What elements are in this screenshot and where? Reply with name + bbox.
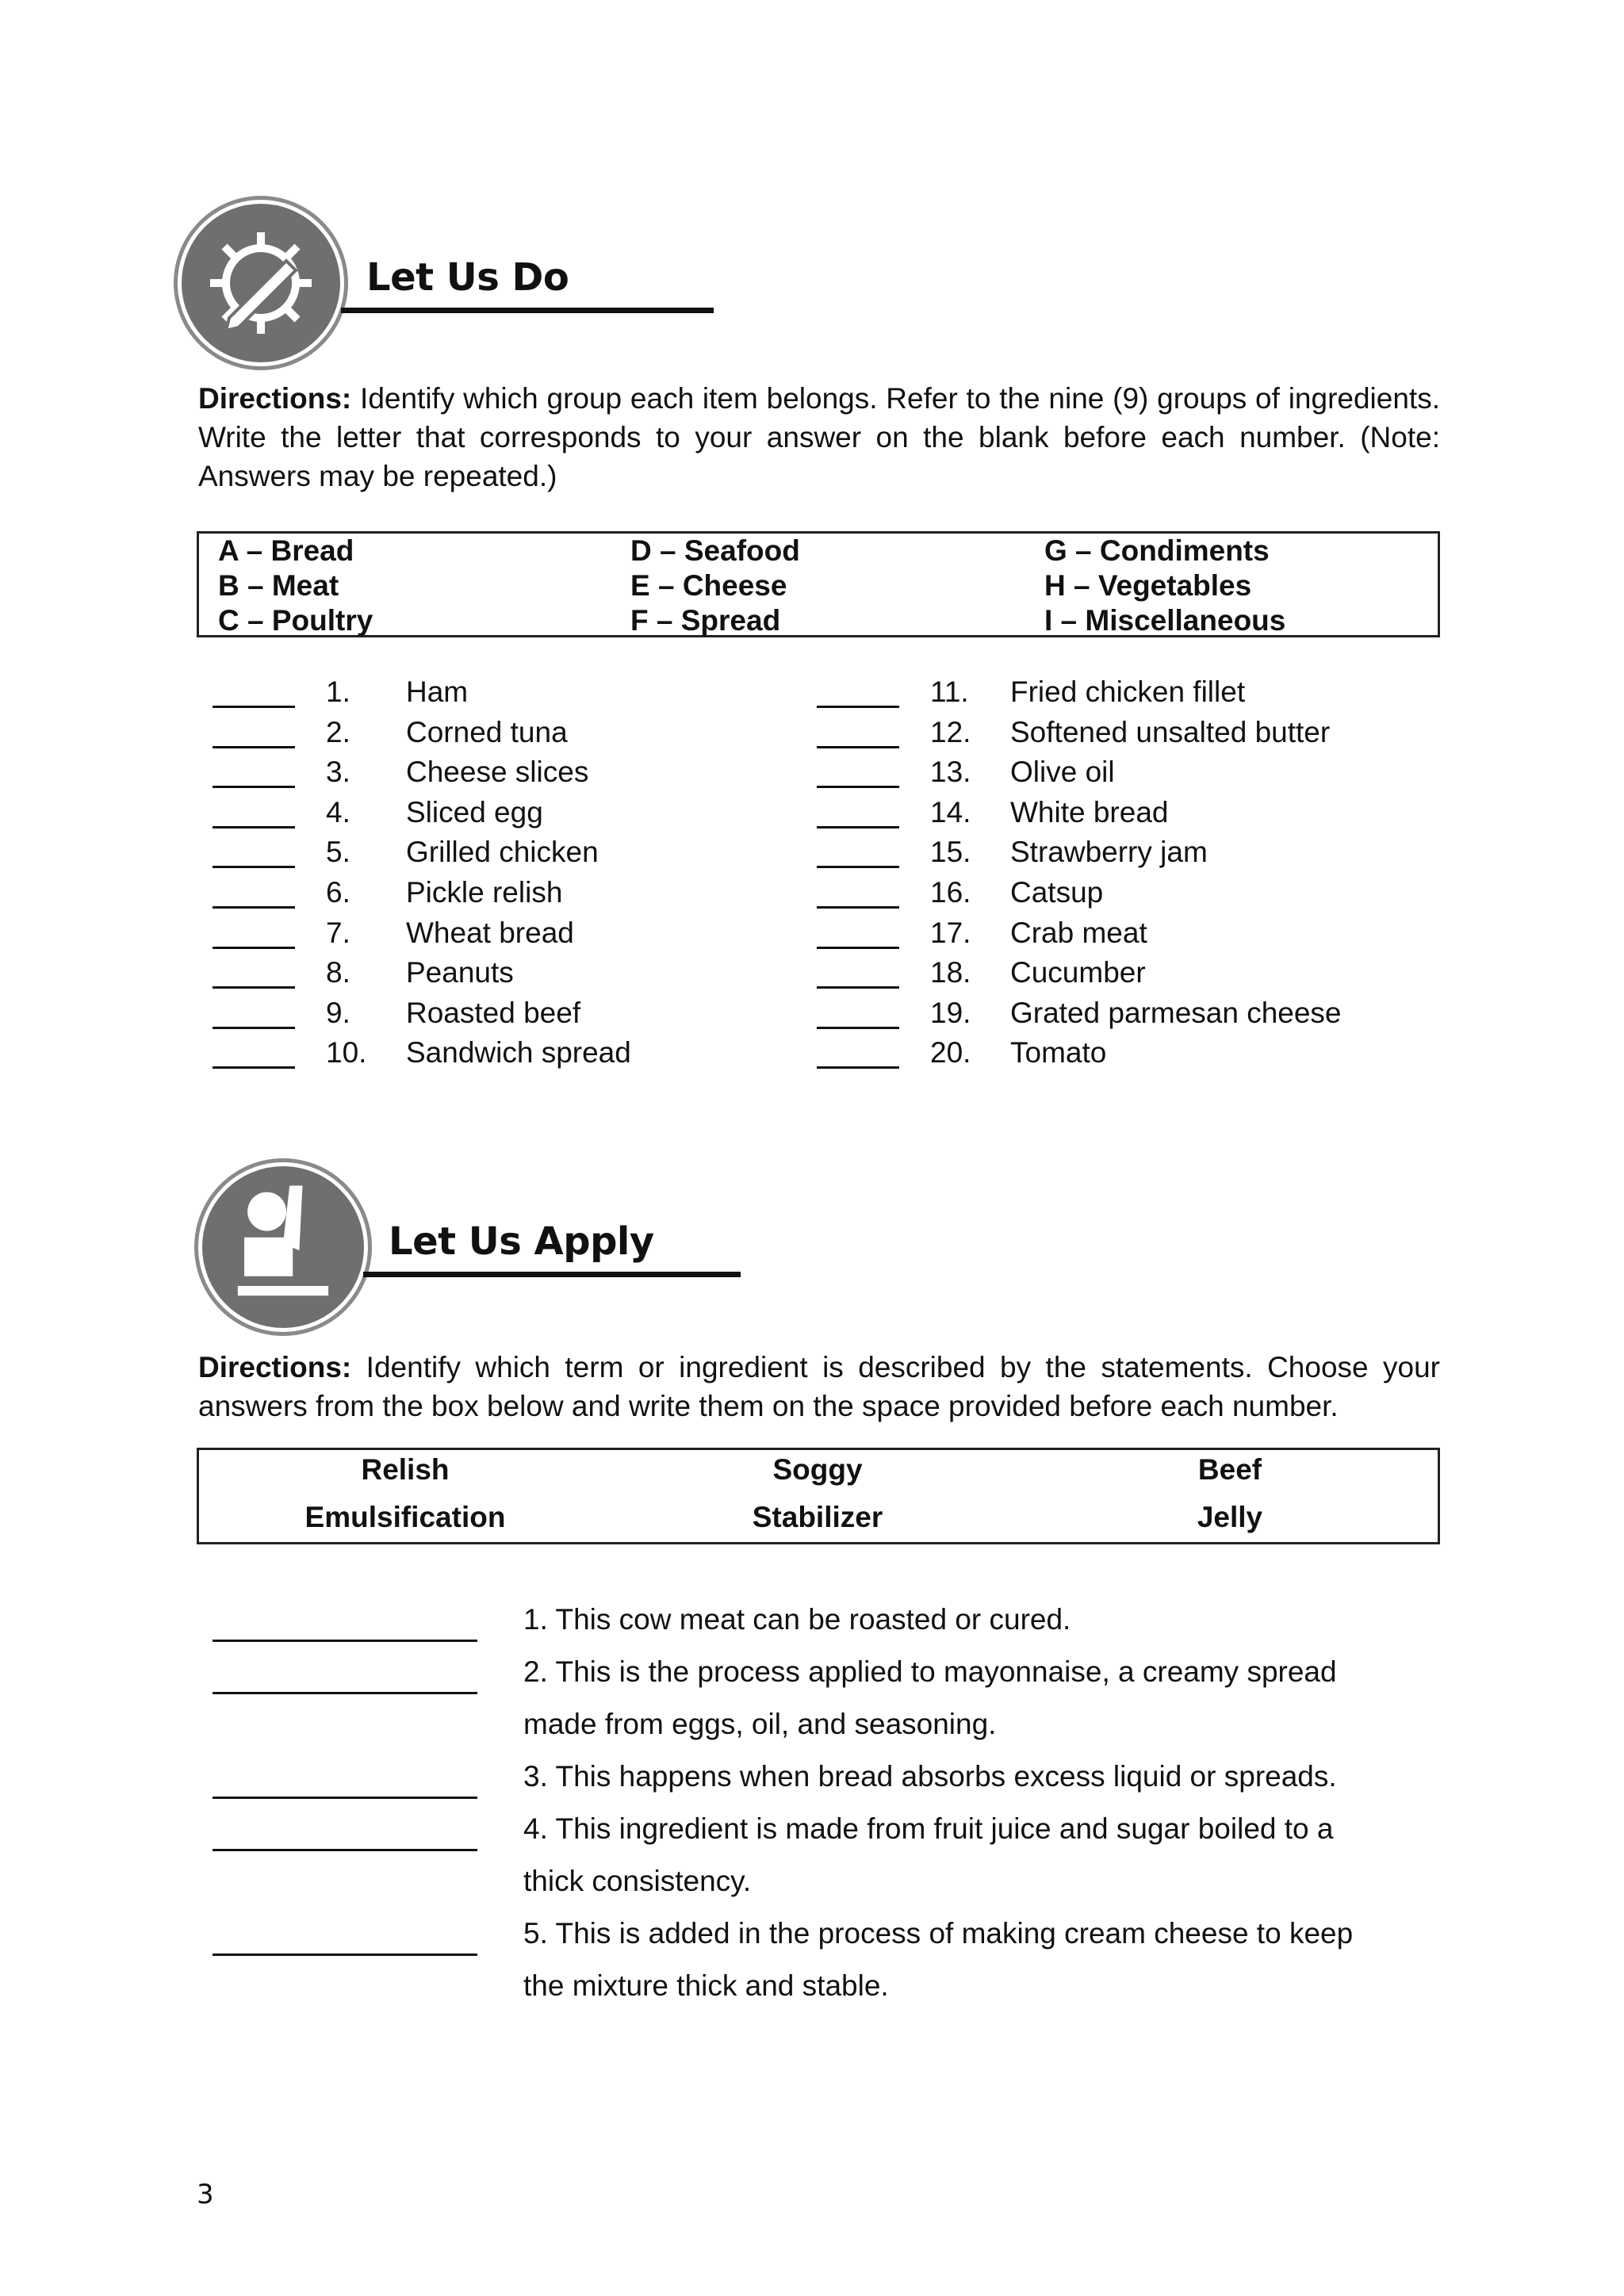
group-d: D – Seafood bbox=[630, 534, 800, 567]
answer-blank[interactable] bbox=[817, 796, 899, 828]
item-text: Pickle relish bbox=[406, 876, 563, 909]
answer-blank[interactable] bbox=[817, 916, 899, 949]
item-text: Cheese slices bbox=[406, 756, 589, 788]
word-choices-box bbox=[197, 1448, 1440, 1544]
list-item bbox=[0, 832, 1624, 872]
item-number: 8. bbox=[326, 956, 350, 989]
item-number: 15. bbox=[930, 836, 971, 868]
gear-pencil-icon bbox=[178, 200, 344, 366]
item-text: Cucumber bbox=[1010, 956, 1146, 989]
item-number: 3. bbox=[326, 756, 350, 788]
answer-blank-5[interactable] bbox=[213, 1923, 477, 1956]
title-underline bbox=[341, 308, 714, 313]
directions-apply bbox=[198, 1348, 1440, 1425]
word-jelly: Jelly bbox=[1197, 1501, 1263, 1533]
page-number: 3 bbox=[197, 2179, 214, 2210]
directions-label: Directions: bbox=[198, 1351, 352, 1383]
word-emulsification: Emulsification bbox=[304, 1501, 506, 1533]
item-number: 1. bbox=[326, 675, 350, 708]
question-1: 1. This cow meat can be roasted or cured. bbox=[523, 1603, 1071, 1636]
item-number: 9. bbox=[326, 997, 350, 1029]
item-number: 6. bbox=[326, 876, 350, 909]
answer-blank[interactable] bbox=[817, 876, 899, 909]
item-text: Softened unsalted butter bbox=[1010, 716, 1331, 748]
directions-label: Directions: bbox=[198, 382, 352, 415]
ingredient-groups-box bbox=[197, 531, 1440, 637]
item-number: 11. bbox=[930, 675, 969, 708]
group-b: B – Meat bbox=[218, 569, 339, 602]
item-text: White bread bbox=[1010, 796, 1169, 828]
list-item bbox=[0, 993, 1624, 1033]
item-text: Grated parmesan cheese bbox=[1010, 997, 1342, 1029]
word-relish: Relish bbox=[361, 1453, 450, 1486]
group-c: C – Poultry bbox=[218, 604, 373, 637]
question-3: 3. This happens when bread absorbs excess liquid or spreads. bbox=[523, 1760, 1337, 1793]
list-item bbox=[0, 1033, 1624, 1073]
list-item bbox=[0, 672, 1624, 712]
item-text: Strawberry jam bbox=[1010, 836, 1208, 868]
question-2: 2. This is the process applied to mayonnaise, a creamy spread bbox=[523, 1655, 1337, 1688]
question-4-cont: thick consistency. bbox=[523, 1865, 752, 1897]
group-i: I – Miscellaneous bbox=[1044, 604, 1286, 637]
item-text: Catsup bbox=[1010, 876, 1104, 909]
directions-do bbox=[198, 379, 1440, 496]
answer-blank[interactable] bbox=[817, 1036, 899, 1069]
item-text: Ham bbox=[406, 675, 469, 708]
group-a: A – Bread bbox=[218, 534, 354, 567]
question-5-cont: the mixture thick and stable. bbox=[523, 1969, 889, 2002]
item-text: Grilled chicken bbox=[406, 836, 599, 868]
item-number: 17. bbox=[930, 916, 971, 949]
raised-hand-student-icon bbox=[198, 1162, 368, 1332]
question-4: 4. This ingredient is made from fruit juice and sugar boiled to a bbox=[523, 1812, 1334, 1845]
item-number: 5. bbox=[326, 836, 350, 868]
question-5: 5. This is added in the process of making cream cheese to keep bbox=[523, 1917, 1354, 1950]
answer-blank-4[interactable] bbox=[213, 1819, 477, 1851]
directions-text: Identify which term or ingredient is described by the statements. Choose your answers from the box below and write them on the space provided before each number. bbox=[198, 1351, 1440, 1422]
group-e: E – Cheese bbox=[630, 569, 787, 602]
item-number: 14. bbox=[930, 796, 971, 828]
item-number: 10. bbox=[326, 1036, 367, 1069]
directions-text: Identify which group each item belongs. Refer to the nine (9) groups of ingredients. Write the letter that corresponds to your answer on the blank before each number. (Note: Answers may be repeated.) bbox=[198, 382, 1440, 492]
list-item bbox=[0, 873, 1624, 913]
item-text: Tomato bbox=[1010, 1036, 1107, 1069]
answer-blank-2[interactable] bbox=[213, 1662, 477, 1694]
answer-blank-3[interactable] bbox=[213, 1766, 477, 1799]
group-h: H – Vegetables bbox=[1044, 569, 1252, 602]
group-f: F – Spread bbox=[630, 604, 781, 637]
question-2-cont: made from eggs, oil, and seasoning. bbox=[523, 1708, 997, 1740]
list-item bbox=[0, 752, 1624, 792]
answer-blank[interactable] bbox=[817, 716, 899, 748]
answer-blank[interactable] bbox=[817, 997, 899, 1029]
answer-blank[interactable] bbox=[817, 675, 899, 708]
item-number: 13. bbox=[930, 756, 971, 788]
item-number: 4. bbox=[326, 796, 350, 828]
item-text: Corned tuna bbox=[406, 716, 568, 748]
list-item bbox=[0, 953, 1624, 993]
answer-blank[interactable] bbox=[817, 956, 899, 989]
item-number: 12. bbox=[930, 716, 971, 748]
item-number: 20. bbox=[930, 1036, 971, 1069]
item-number: 16. bbox=[930, 876, 971, 909]
item-text: Fried chicken fillet bbox=[1010, 675, 1246, 708]
section-title-let-us-do: Let Us Do bbox=[366, 255, 569, 300]
item-text: Sliced egg bbox=[406, 796, 543, 828]
item-text: Olive oil bbox=[1010, 756, 1115, 788]
item-number: 2. bbox=[326, 716, 350, 748]
section-title-let-us-apply: Let Us Apply bbox=[389, 1219, 654, 1264]
item-text: Roasted beef bbox=[406, 997, 581, 1029]
list-item bbox=[0, 913, 1624, 953]
group-g: G – Condiments bbox=[1044, 534, 1270, 567]
item-text: Peanuts bbox=[406, 956, 514, 989]
item-number: 18. bbox=[930, 956, 971, 989]
word-stabilizer: Stabilizer bbox=[752, 1501, 883, 1533]
item-text: Wheat bread bbox=[406, 916, 574, 949]
answer-blank-1[interactable] bbox=[213, 1609, 477, 1642]
title-underline bbox=[363, 1272, 741, 1277]
item-text: Sandwich spread bbox=[406, 1036, 631, 1069]
word-beef: Beef bbox=[1197, 1453, 1262, 1486]
word-soggy: Soggy bbox=[772, 1453, 863, 1486]
answer-blank[interactable] bbox=[817, 756, 899, 788]
item-text: Crab meat bbox=[1010, 916, 1147, 949]
answer-blank[interactable] bbox=[817, 836, 899, 868]
item-number: 7. bbox=[326, 916, 350, 949]
list-item bbox=[0, 793, 1624, 832]
list-item bbox=[0, 713, 1624, 752]
item-number: 19. bbox=[930, 997, 971, 1029]
